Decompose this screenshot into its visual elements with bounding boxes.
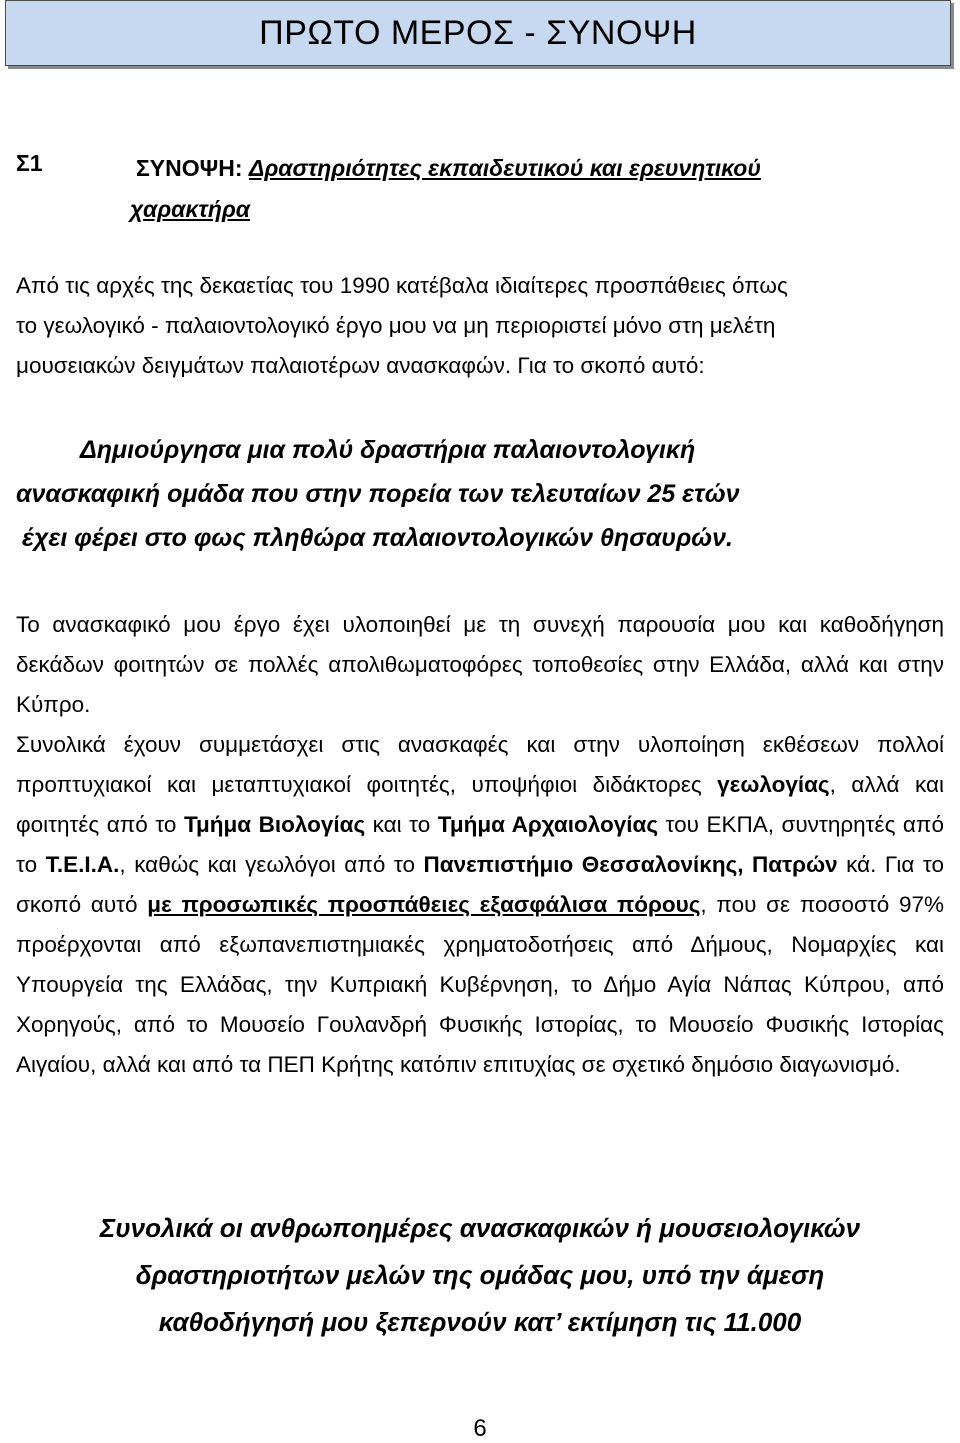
text-run: κά. Για το σκοπό αυτό [16,852,944,917]
bold-run: Τμήμα Βιολογίας [183,812,366,837]
intro-paragraph [16,266,944,386]
highlight-line: Δημιούργησα μια πολύ δραστήρια παλαιοντολογική [80,436,696,464]
highlight-statement [16,428,916,560]
text-run: και το [365,812,438,837]
section-title [130,148,890,230]
conclusion-line: Συνολικά οι ανθρωποημέρες ανασκαφικών ή μουσειολογικών [99,1213,861,1243]
section-label: ΣΥΝΟΨΗ: [136,155,243,181]
text-run: , που σε ποσοστό 97% προέρχονται από εξωπανεπιστημιακές χρηματοδοτήσεις από Δήμους, Νομαρχίες και Υπουργεία της Ελλάδας, την Κυπριακή Κυβέρνηση, το Δήμο Αγία Νάπας Κύπρου, από Χορηγούς, από το Μουσείο Γουλανδρή Φυσικής Ιστορίας, το Μουσείο Φυσικής Ιστορίας Αιγαίου, αλλά και από τα ΠΕΠ Κρήτης κατόπιν επιτυχίας σε σχετικό δημόσιο διαγωνισμό. [16,892,945,1077]
text-run: , καθώς και γεωλόγοι από το [119,852,424,877]
page-number: 6 [473,1415,487,1442]
bold-run: Τμήμα Αρχαιολογίας [437,812,659,837]
highlight-line: ανασκαφική ομάδα που στην πορεία των τελευταίων 25 ετών [16,480,740,508]
intro-line: μουσειακών δειγμάτων παλαιοτέρων ανασκαφών. Για το σκοπό αυτό: [16,353,705,378]
text-run: του ΕΚΠΑ, συντηρητές από το [16,812,944,877]
bold-run: γεωλογίας [717,772,830,797]
part-title: ΠΡΩΤΟ ΜΕΡΟΣ - ΣΥΝΟΨΗ [259,13,697,52]
conclusion-line: καθοδήγησή μου ξεπερνούν κατ’ εκτίμηση τις 11.000 [158,1307,802,1337]
underlined-bold-run: με προσωπικές προσπάθειες εξασφάλισα πόρους [147,892,701,917]
body-paragraph-1: Το ανασκαφικό μου έργο έχει υλοποιηθεί με τη συνεχή παρουσία μου και καθοδήγηση δεκάδων φοιτητών σε πολλές απολιθωματοφόρες τοποθεσίες στην Ελλάδα, αλλά και στην Κύπρο. [16,612,944,717]
section-title-text-cont: χαρακτήρα [130,196,251,222]
bold-run: Πανεπιστήμιο Θεσσαλονίκης, Πατρών [423,852,838,877]
highlight-line: έχει φέρει στο φως πληθώρα παλαιοντολογικών θησαυρών. [22,524,733,552]
text-run: Συνολικά έχουν συμμετάσχει στις ανασκαφές και στην υλοποίηση εκθέσεων πολλοί προπτυχιακοί και μεταπτυχιακοί φοιτητές, υποψήφιοι διδάκτορες [16,732,944,797]
section-number: Σ1 [16,150,43,176]
conclusion-line: δραστηριοτήτων μελών της ομάδας μου, υπό την άμεση [135,1260,825,1290]
text-run: , αλλά και φοιτητές από το [16,772,944,837]
body-paragraph-2 [16,725,944,1085]
part-title-banner [5,0,951,66]
intro-line: Από τις αρχές της δεκαετίας του 1990 κατέβαλα ιδιαίτερες προσπάθειες όπως [16,273,788,298]
intro-line: το γεωλογικό - παλαιοντολογικό έργο μου να μη περιοριστεί μόνο στη μελέτη [16,313,776,338]
bold-run: Τ.Ε.Ι.Α. [45,852,120,877]
section-title-text: Δραστηριότητες εκπαιδευτικού και ερευνητικού [248,155,761,181]
conclusion-statement [0,1205,960,1346]
